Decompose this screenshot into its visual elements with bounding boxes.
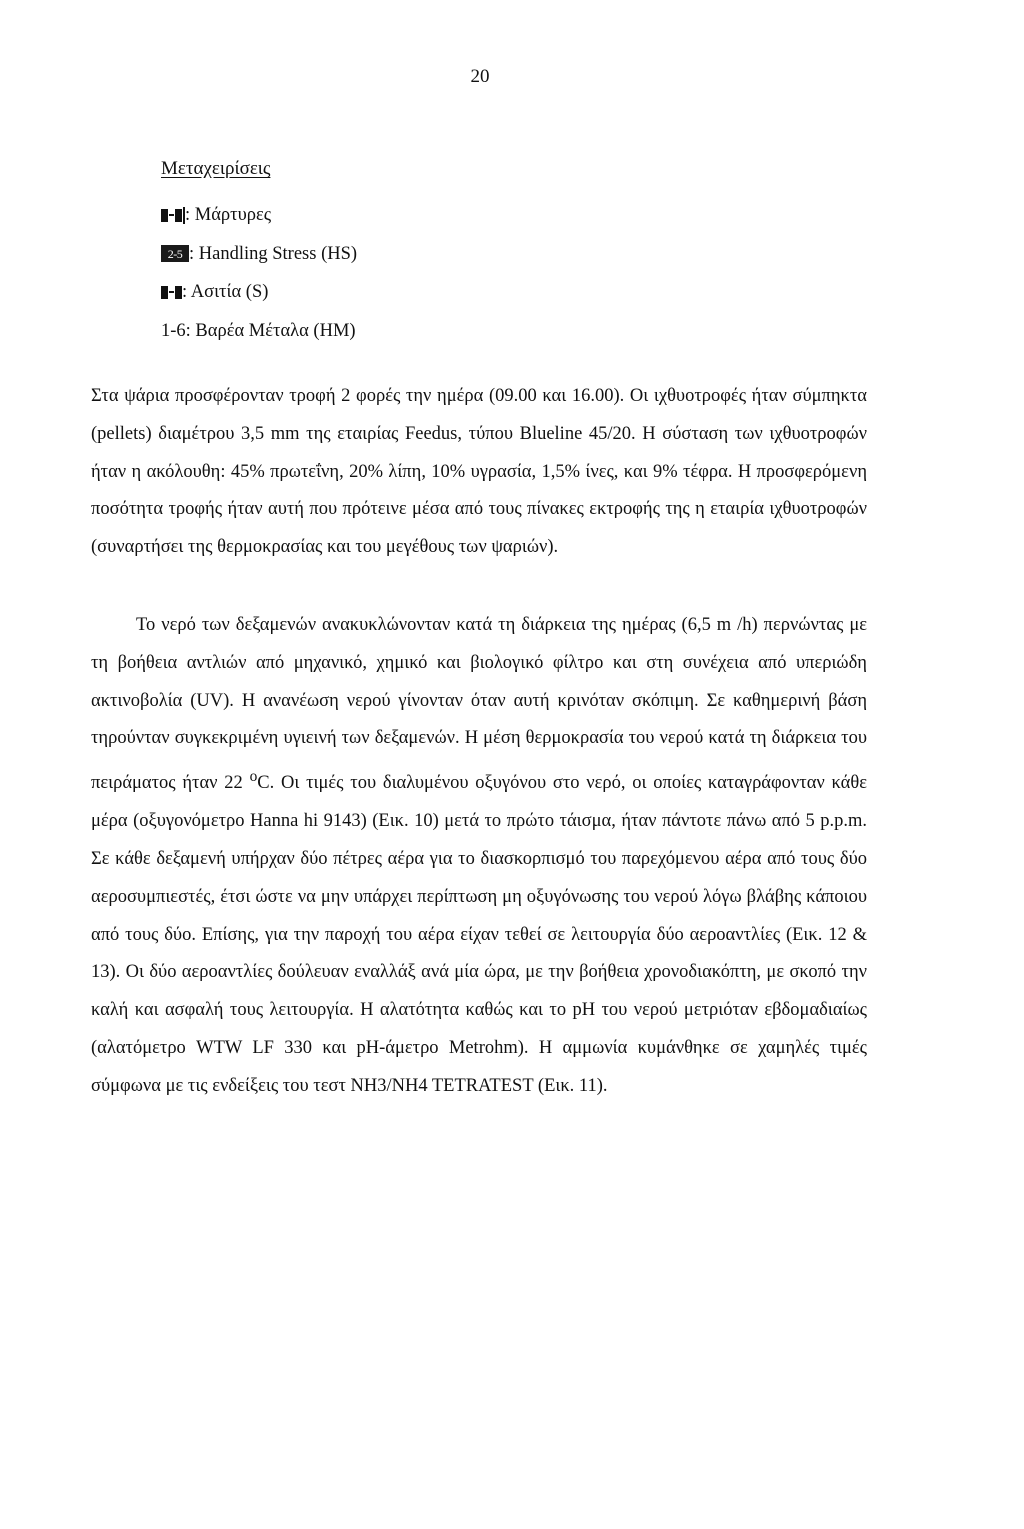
treatment-item-control — [161, 196, 357, 235]
section-heading: Μεταχειρίσεις — [161, 158, 271, 179]
tank-code-box: 2-5 — [161, 245, 189, 262]
page-number: 20 — [470, 66, 490, 87]
treatment-item-starvation — [161, 273, 357, 312]
treatment-label: : Ασιτία (S) — [182, 282, 269, 303]
treatment-label: : Handling Stress (HS) — [189, 243, 358, 264]
tank-code-redacted — [161, 286, 182, 299]
treatment-item-handling-stress — [161, 235, 357, 274]
paragraph-feeding: Στα ψάρια προσφέρονταν τροφή 2 φορές την ημέρα (09.00 και 16.00). Οι ιχθυοτροφές ήταν σύμπηκτα (pellets) διαμέτρου 3,5 mm της εταιρίας Feedus, τύπου Blueline 45/20. Η σύσταση των ιχθυοτροφών ήταν η ακόλουθη: 45% πρωτεΐνη, 20% λίπη, 10% υγρασία, 1,5% ίνες, και 9% τέφρα. Η προσφερόμενη ποσότητα τροφής ήταν αυτή που πρότεινε μέσα από τους πίνακες εκτροφής της η εταιρία ιχθυοτροφών (συναρτήσει της θερμοκρασίας και του μεγέθους των ψαριών). — [91, 386, 867, 558]
treatment-label: : Βαρέα Μέταλα (HM) — [185, 320, 356, 341]
tank-code: 1-6 — [161, 320, 186, 341]
treatment-list — [161, 196, 357, 350]
treatment-label: : Μάρτυρες — [185, 205, 272, 226]
water-text-part-1: Το νερό των δεξαμενών ανακυκλώνονταν κατά τη διάρκεια της ημέρας (6,5 m /h) περνώντας με τη βοήθεια αντλιών από μηχανικό, χημικό και βιολογικό φίλτρο και στη συνέχεια από υπεριώδη ακτινοβολία (UV). Η ανανέωση νερού γίνονταν όταν αυτή κρινόταν σκόπιμη. Σε καθημερινή βάση τηρούνταν συγκεκριμένη υγιεινή των δεξαμενών. Η μέση θερμοκρασία του νερού κατά τη διάρκεια του πειράματος ήταν 22 — [91, 615, 867, 794]
tank-code-redacted — [161, 207, 185, 224]
degree-symbol: o — [249, 768, 258, 786]
water-text-part-2: C. Οι τιμές του διαλυμένου οξυγόνου στο νερό, οι οποίες καταγράφονταν κάθε μέρα (οξυγονόμετρο Hanna hi 9143) (Εικ. 10) μετά το πρώτο τάισμα, ήταν πάντοτε πάνω από 5 p.p.m. Σε κάθε δεξαμενή υπήρχαν δύο πέτρες αέρα για το διασκορπισμό του παρεχόμενου αέρα από τους δύο αεροσυμπιεστές, έτσι ώστε να μην υπάρχει περίπτωση μη οξυγόνωσης του νερού λόγω βλάβης κάποιου από τους δύο. Επίσης, για την παροχή του αέρα είχαν τεθεί σε λειτουργία δύο αεροαντλίες (Εικ. 12 & 13). Οι δύο αεροαντλίες δούλευαν εναλλάξ ανά μία ώρα, με την βοήθεια χρονοδιακόπτη, με σκοπό την καλή και ασφαλή τους λειτουργία. Η αλατότητα καθώς και το pH του νερού μετριόταν εβδομαδιαίως (αλατόμετρο WTW LF 330 και pH-άμετρο Metrohm). Η αμμωνία κυμάνθηκε σε χαμηλές τιμές σύμφωνα με τις ενδείξεις του τεστ NH3/NH4 TETRATEST (Εικ. 11). — [91, 773, 868, 1096]
treatment-item-heavy-metals — [161, 312, 357, 351]
paragraph-water-quality — [91, 607, 867, 1106]
